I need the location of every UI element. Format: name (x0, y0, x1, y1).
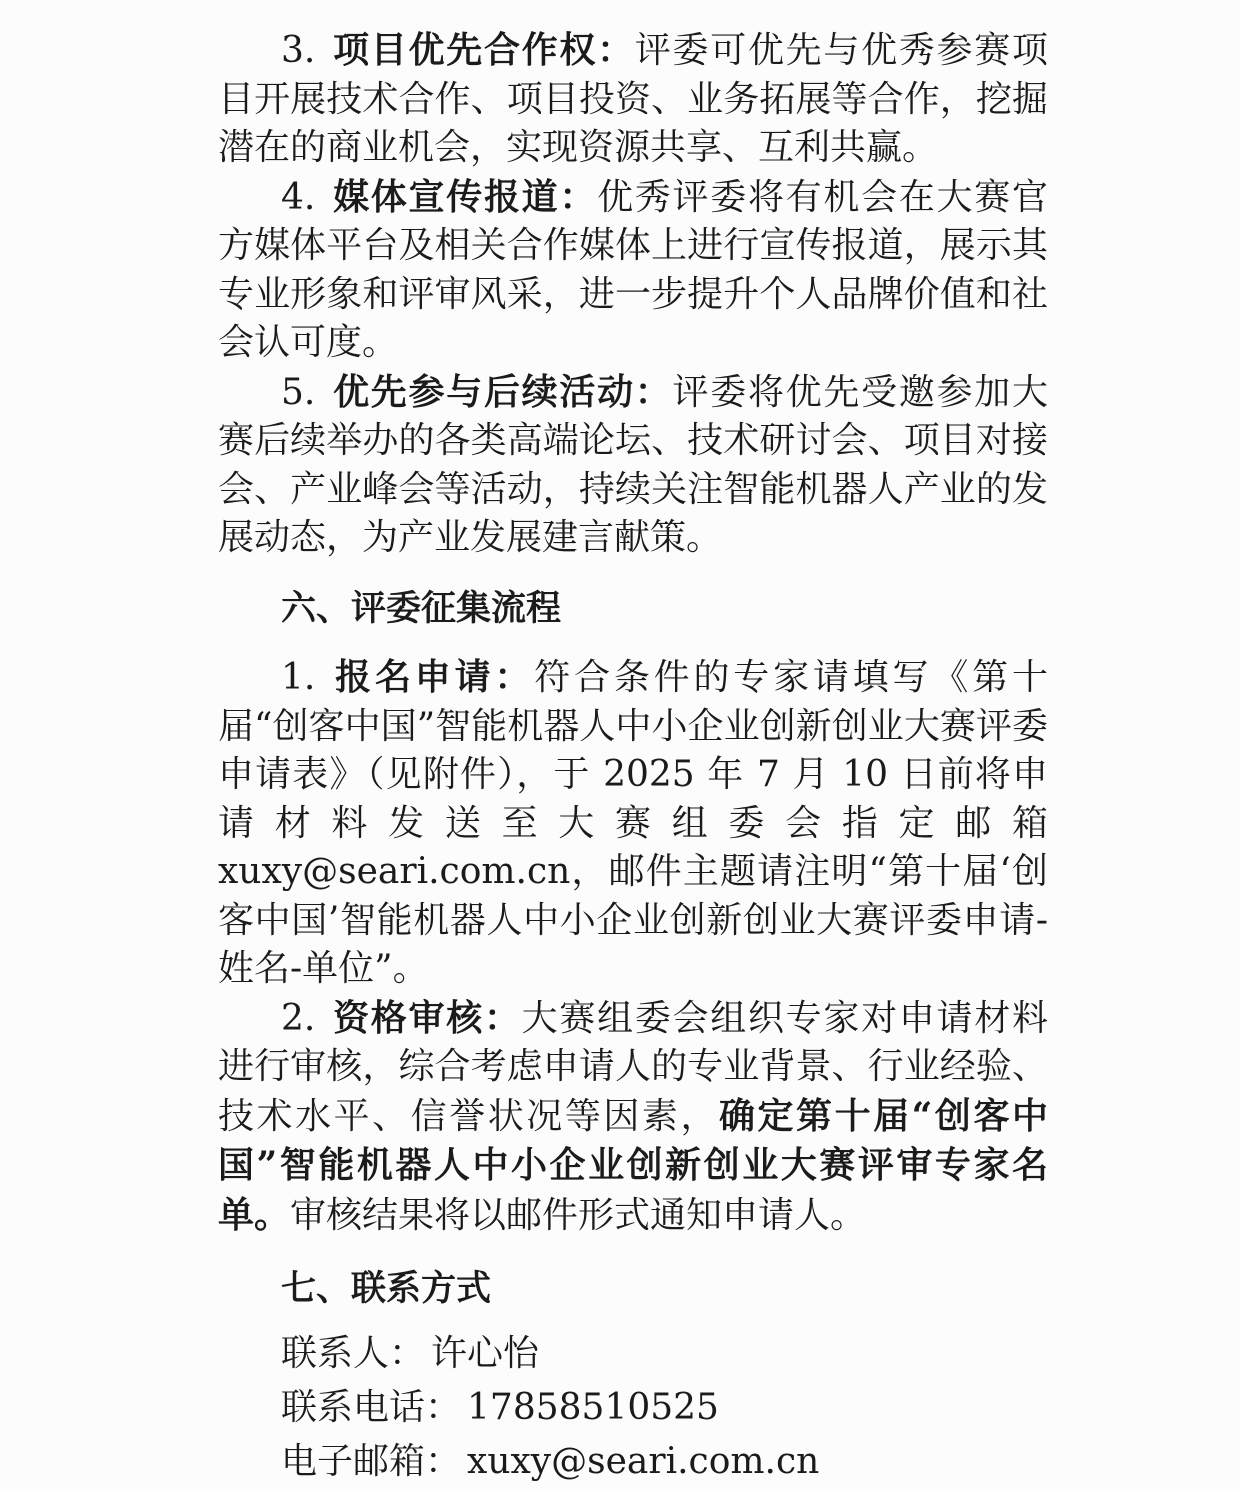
process-item-2-body-pre: 大赛组委会组织专家对申请材料进行审核，综合考虑申请人的专业背景、行业经验、技术水平、信誉状况等因素， (218, 997, 1048, 1137)
benefit-item-5-body: 评委将优先受邀参加大赛后续举办的各类高端论坛、技术研讨会、项目对接会、产业峰会等活动，持续关注智能机器人产业的发展动态，为产业发展建言献策。 (218, 371, 1048, 558)
benefit-item-3-number: 3. (281, 30, 316, 71)
contact-person-value: 许心怡 (431, 1332, 540, 1374)
benefit-item-4-body: 优秀评委将有机会在大赛官方媒体平台及相关合作媒体上进行宣传报道，展示其专业形象和评审风采，进一步提升个人品牌价值和社会认可度。 (218, 176, 1048, 363)
contact-block (218, 1327, 1048, 1489)
section-heading-judge-recruitment-process: 六、评委征集流程 (281, 588, 562, 629)
process-item-2-qualification-review (218, 994, 1048, 1241)
benefit-item-3-title: 项目优先合作权： (331, 29, 635, 71)
contact-email-line (218, 1435, 1048, 1489)
process-item-2-number: 2. (281, 997, 316, 1039)
benefit-item-3-body: 评委可优先与优秀参赛项目开展技术合作、项目投资、业务拓展等合作，挖掘潜在的商业机会，实现资源共享、互利共赢。 (218, 30, 1048, 168)
contact-phone-value: 17858510525 (467, 1386, 719, 1428)
benefit-item-4-title: 媒体宣传报道： (331, 175, 598, 218)
process-item-2-body-post: 审核结果将以邮件形式通知申请人。 (290, 1194, 867, 1236)
process-item-2-title: 资格审核： (331, 996, 522, 1039)
benefit-item-5-title: 优先参与后续活动： (331, 370, 673, 413)
benefit-item-3 (218, 26, 1048, 173)
process-item-2-body-bold: 确定第十届“创客中国”智能机器人中小企业创新创业大赛评审专家名单。 (218, 1094, 1048, 1236)
contact-phone-label: 联系电话： (281, 1386, 462, 1428)
process-item-1-body: 符合条件的专家请填写《第十届“创客中国”智能机器人中小企业创新创业大赛评委申请表》（见附件），于 2025 年 7 月 10 日前将申请材料发送至大赛组委会指定邮箱 xuxy@seari.com.cn，邮件主题请注明“第十届‘创客中国’智能机器人中小企业创新创业大赛评委申请-姓名-单位”。 (218, 657, 1048, 989)
section-heading-contact-info: 七、联系方式 (281, 1269, 492, 1309)
contact-phone-line (218, 1381, 1048, 1435)
process-item-1-application (218, 653, 1048, 994)
process-item-1-number: 1. (281, 657, 316, 698)
contact-email-label: 电子邮箱： (281, 1440, 462, 1482)
contact-person-label: 联系人： (281, 1332, 426, 1374)
contact-person-line (218, 1327, 1048, 1381)
benefit-item-5 (218, 368, 1048, 563)
benefit-item-5-number: 5. (281, 371, 316, 413)
benefit-item-4 (218, 173, 1048, 368)
benefit-item-4-number: 4. (281, 176, 316, 218)
contact-email-value: xuxy@seari.com.cn (467, 1440, 820, 1482)
process-item-1-title: 报名申请： (331, 656, 535, 698)
